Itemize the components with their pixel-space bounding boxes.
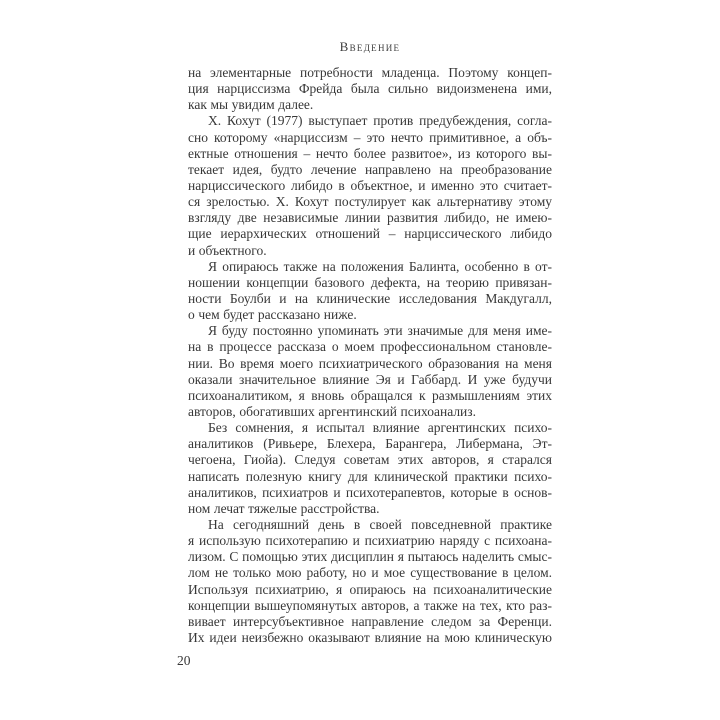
text-line: Используя психиатрию, я опираюсь на психоаналитические: [188, 581, 552, 597]
paragraph: [188, 113, 552, 258]
text-line: написать полезную книгу для клинической практики психо-: [188, 468, 552, 484]
text-line: Х. Кохут (1977) выступает против предубеждения, согла-: [208, 113, 552, 129]
text-line: о чем будет рассказано ниже.: [188, 307, 357, 323]
text-line: нарциссического либидо в объектное, и именно это считает-: [188, 177, 552, 193]
text-line: на элементарные потребности младенца. Поэтому концеп-: [188, 65, 552, 80]
text-line: нии. Во время моего психиатрического образования на меня: [188, 355, 552, 371]
text-line: Без сомнения, я испытал влияние аргентинских психо-: [208, 420, 552, 436]
text-line: щие иерархических отношений – нарциссического либидо: [188, 226, 552, 242]
text-line: сно которому «нарциссизм – это нечто примитивное, а объ-: [188, 129, 552, 145]
running-header: Введение: [339, 39, 401, 54]
text-line: На сегодняшний день в своей повседневной практике: [208, 516, 552, 532]
paragraph: [188, 420, 552, 517]
text-line: ном лечат тяжелые расстройства.: [188, 500, 380, 516]
text-line: ся зрелостью. Х. Кохут постулирует как альтернативу этому: [188, 194, 552, 210]
text-line: аналитиков, психиатров и психотерапевтов, которые в основ-: [188, 484, 552, 500]
text-line: ношении концепции базового дефекта, на теорию привязан-: [188, 274, 552, 290]
paragraph: [188, 323, 552, 420]
text-line: лом не только мою работу, но и мое существование в целом.: [188, 565, 552, 581]
text-line: оказали значительное влияние Эя и Габбард. И уже будучи: [188, 371, 552, 387]
text-line: как мы увидим далее.: [188, 97, 314, 113]
text-line: Я опираюсь также на положения Балинта, особенно в от-: [208, 258, 552, 274]
paragraph: [188, 65, 552, 113]
text-line: я использую психотерапию и психиатрию наряду с психоана-: [188, 533, 552, 549]
text-line: ция нарциссизма Фрейда была сильно видоизменена ими,: [188, 81, 552, 97]
text-line: психоаналитиком, я вновь обращался к размышлениям этих: [188, 387, 552, 403]
text-line: ектные отношения – нечто более развитое», из которого вы-: [188, 145, 552, 161]
text-line: чегоена, Гиойа). Следуя советам этих авторов, я старался: [188, 452, 552, 468]
text-line: Их идеи неизбежно оказывают влияние на мою клиническую: [188, 629, 552, 645]
text-line: лизом. С помощью этих дисциплин я пытаюсь наделить смыс-: [188, 549, 552, 565]
text-line: авторов, обогативших аргентинский психоанализ.: [188, 403, 476, 419]
body-text: [188, 65, 552, 646]
page-number: 20: [177, 653, 191, 668]
text-line: вивает интерсубъективное направление следом за Ференци.: [188, 613, 552, 629]
paragraph: [188, 259, 552, 324]
text-line: текает идея, будто лечение направлено на преобразование: [188, 161, 552, 177]
text-line: Я буду постоянно упоминать эти значимые для меня име-: [208, 323, 552, 339]
text-line: на в процессе рассказа о моем профессиональном становле-: [188, 339, 552, 355]
text-line: аналитиков (Ривьере, Блехера, Барангера, Либермана, Эт-: [188, 436, 552, 452]
text-line: концепции вышеупомянутых авторов, а также на тех, кто раз-: [188, 597, 552, 613]
paragraph: [188, 517, 552, 646]
text-line: взгляду две независимые линии развития либидо, не имею-: [188, 210, 552, 226]
text-line: и объектного.: [188, 242, 267, 258]
text-line: ности Боулби и на клинические исследования Макдугалл,: [188, 290, 552, 306]
